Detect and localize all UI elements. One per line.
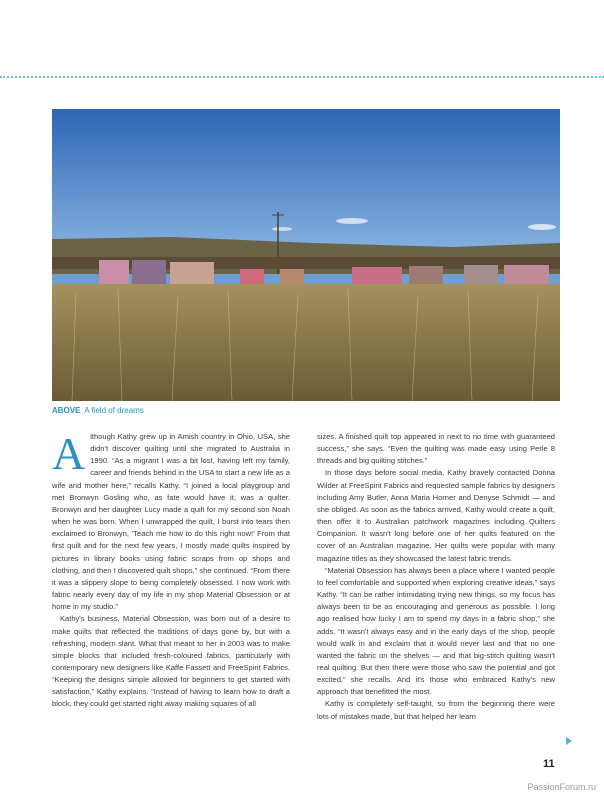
article-paragraph: sizes. A finished quilt top appeared in next to no time with guaranteed success,” she says. “Even the quilting was made easy using Perle 8 threads and big quilting stitches.”: [317, 432, 555, 466]
caption-lead: ABOVE: [52, 406, 81, 415]
article-paragraph: [52, 428, 290, 613]
watermark: PassionForum.ru: [527, 782, 596, 792]
drop-cap: A: [52, 428, 86, 479]
triangle-right-icon: [566, 737, 572, 745]
page-number: 11: [543, 758, 555, 770]
article-paragraph-text: lthough Kathy grew up in Amish country in Ohio, USA, she didn't discover quilting until she migrated to Australia in 1990. “As a migrant I was a bit lost, having left my family, career and friends behind in the USA to start a new life as a wife and mother here,” recalls Kathy. “I joined a local playgroup and met Bronwyn Gosling who, as fate would have it, was a quilter. Bronwyn and her daughter Lucy made a quilt for my second son Noah when he was born. When I unwrapped the quilt, I burst into tears then exclaimed to Bronwyn, ‘Teach me how to do this right now!’ From that first quilt and for the next few years, I mostly made quilts inspired by pictures in library books using fabric scraps from op shops and clothing, and then I discovered quilt shops,” she continued. “From there it was a slippery slope to being completely obsessed. I now work with fabric nearly every day of my life in my shop Material Obsession or at home in my studio.”: [52, 432, 290, 612]
article-paragraph: “Material Obsession has always been a place where I wanted people to feel comfortable and supported when exploring creative ideas,” says Kathy. “It can be rather intimidating trying new things, so my focus has always been to be as encouraging and generous as possible. I long ago realised how lucky I am to spend my days in a fabric shop,” she adds. “It wasn't always easy and in the early days of the shop, people would walk in and exclaim that it would never last and that no one wanted the fabric on the shelves — and that big-stitch quilting wasn't real quilting. But then there were those who saw the potential and got excited,” she recalls. And it's those who embraced Kathy's new approach that benefitted the most.: [317, 565, 555, 697]
dotted-divider: [0, 76, 604, 78]
article-column-right: [317, 431, 555, 723]
article-paragraph: Kathy is completely self-taught, so from the beginning there were lots of mistakes made, but that helped her learn: [317, 699, 555, 721]
field-of-quilts-image: [52, 109, 560, 401]
photo-caption: [52, 406, 144, 415]
article-paragraph: Kathy's business, Material Obsession, was born out of a desire to make quilts that reflected the traditions of days gone by, but with a refreshing, modern slant. What that meant to her in 2003 was to make simple blocks that included fresh-coloured fabrics, particularly with contemporary new designers like Kaffe Fassett and FreeSpirit Fabrics. “Keeping the designs simple allowed for beginners to get started with satisfaction,” Kathy explains. “Instead of having to learn how to draft a block, they could get started right away making squares of all: [52, 614, 290, 709]
article-column-left: [52, 428, 290, 711]
caption-text: A field of dreams: [84, 406, 144, 415]
article-paragraph: In those days before social media, Kathy bravely contacted Donna Wilder at FreeSpirit Fabrics and requested sample fabrics by designers including Amy Butler, Anna Maria Horner and Denyse Schmidt — and she obliged. As soon as the fabrics arrived, Kathy would create a quilt, then offer it to Australian patchwork magazines including Quilters Companion. It wasn't long before one of her quilts featured on the cover of an Australian magazine. Her quilts were popular with many magazine titles as they showcased the latest fabric trends.: [317, 468, 555, 563]
feature-photo: [52, 109, 560, 401]
